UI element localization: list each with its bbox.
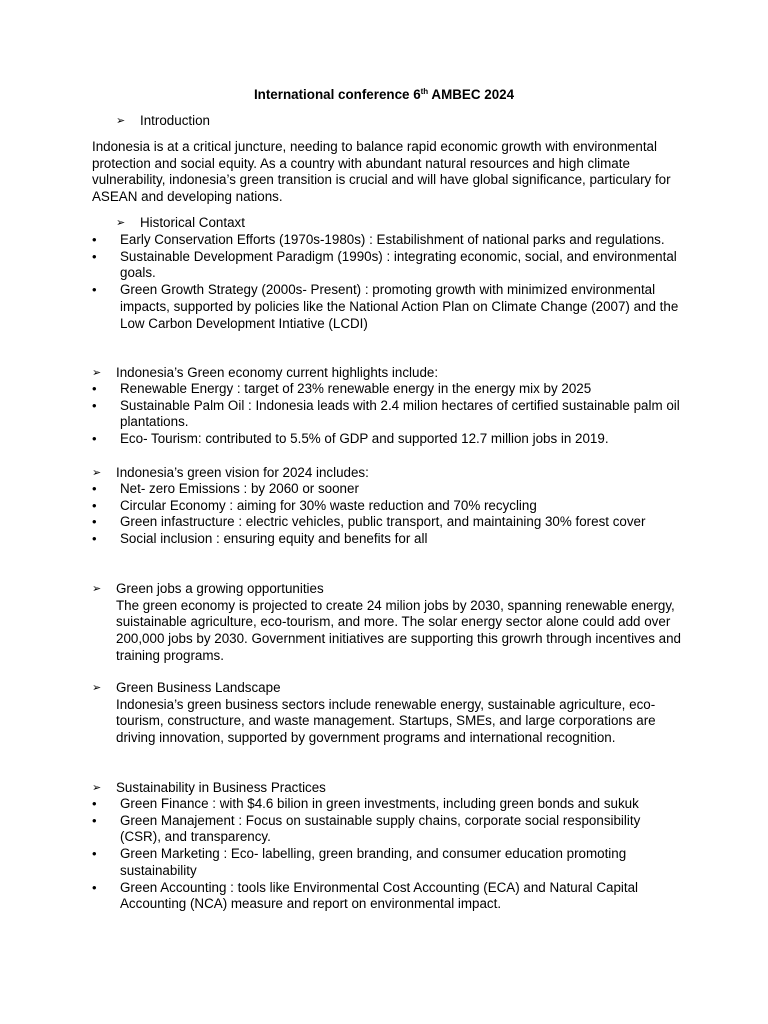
intro-heading-line — [116, 113, 706, 130]
list-item: • Green Accounting : tools like Environmental Cost Accounting (ECA) and Natural Capital Accounting (NCA) measure and report on environmental impact. — [92, 879, 639, 912]
list-item: • Eco- Tourism: contributed to 5.5% of GDP and supported 12.7 million jobs in 2019. — [92, 431, 609, 447]
practices-list — [92, 796, 682, 913]
list-item: • Social inclusion : ensuring equity and benefits for all — [92, 531, 428, 547]
bullet-icon: • — [92, 232, 97, 247]
jobs-section — [92, 581, 682, 665]
arrow-bullet-icon: ➢ — [92, 782, 102, 794]
list-item: • Net- zero Emissions : by 2060 or sooner — [92, 481, 359, 496]
intro-paragraph: Indonesia is at a critical juncture, needing to balance rapid economic growth with environmental protection and social equity. As a country with abundant natural resources and high climate vulnerability, indonesia’s green transition is crucial and will have global significance, particulary for ASEAN and developing nations. — [92, 139, 671, 205]
arrow-bullet-icon: ➢ — [92, 467, 102, 479]
practices-heading: Sustainability in Business Practices — [116, 780, 326, 795]
title-tail: AMBEC 2024 — [428, 87, 515, 102]
vision-list — [92, 481, 682, 548]
bullet-icon: • — [92, 481, 97, 496]
arrow-bullet-icon: ➢ — [92, 682, 102, 694]
bullet-icon: • — [92, 381, 97, 396]
title-main: International conference 6 — [253, 87, 421, 102]
jobs-paragraph: The green economy is projected to create 24 milion jobs by 2030, spanning renewable energy, suistainable agriculture, eco-tourism, and more. The solar energy sector alone could add over 200,000 jobs by 2030. Government initiatives are supporting this growrh through incentives and training programs. — [116, 597, 681, 663]
arrow-bullet-icon: ➢ — [92, 367, 102, 379]
list-item: • Green Marketing : Eco- labelling, green branding, and consumer education promoting sustainability — [92, 846, 627, 878]
bullet-icon: • — [92, 879, 97, 895]
vision-heading-line — [92, 465, 682, 482]
intro-heading: Introduction — [140, 113, 210, 128]
list-item: • Sustainable Development Paradigm (1990s) : integrating economic, social, and environmental goals. — [92, 248, 677, 281]
business-paragraph: Indonesia’s green business sectors include renewable energy, sustainable agriculture, eco-tourism, constructure, and waste management. Startups, SMEs, and large corporations are driving innovation, supported by government programs and international recognition. — [116, 696, 656, 746]
history-heading: Historical Contaxt — [140, 215, 245, 230]
list-item: • Green infastructure : electric vehicles, public transport, and maintaining 30% forest cover — [92, 514, 646, 530]
bullet-icon: • — [92, 282, 97, 298]
document-title — [0, 87, 768, 104]
highlights-list — [92, 381, 682, 448]
bullet-icon: • — [92, 846, 97, 862]
business-section — [92, 680, 682, 747]
arrow-bullet-icon: ➢ — [116, 115, 126, 127]
list-item: • Green Manajement : Focus on sustainable supply chains, corporate social responsibility (CSR), and transparency. — [92, 812, 641, 845]
highlights-heading: Indonesia’s Green economy current highlights include: — [116, 365, 439, 380]
bullet-icon: • — [92, 397, 97, 413]
list-item: • Sustainable Palm Oil : Indonesia leads with 2.4 milion hectares of certified sustainable palm oil plantations. — [92, 397, 680, 430]
arrow-bullet-icon: ➢ — [92, 583, 102, 595]
bullet-icon: • — [92, 531, 97, 547]
list-item: • Renewable Energy : target of 23% renewable energy in the energy mix by 2025 — [92, 381, 592, 396]
business-heading: Green Business Landscape — [116, 680, 281, 695]
jobs-heading: Green jobs a growing opportunities — [116, 581, 324, 596]
bullet-icon: • — [92, 248, 97, 264]
practices-heading-line — [92, 780, 682, 797]
list-item: • Early Conservation Efforts (1970s-1980s) : Estabilishment of national parks and regulations. — [92, 232, 665, 247]
bullet-icon: • — [92, 812, 97, 828]
highlights-heading-line — [92, 365, 682, 382]
bullet-icon: • — [92, 431, 97, 447]
bullet-icon: • — [92, 514, 97, 530]
bullet-icon: • — [92, 796, 97, 811]
list-item: • Green Finance : with $4.6 bilion in green investments, including green bonds and sukuk — [92, 796, 639, 811]
history-list — [92, 232, 682, 332]
arrow-bullet-icon: ➢ — [116, 217, 126, 229]
title-superscript: th — [420, 87, 429, 96]
list-item: • Green Growth Strategy (2000s- Present) : promoting growth with minimized environmental impacts, supported by policies like the National Action Plan on Climate Change (2007) and the Low Carbon Development Intiative (LCDI) — [92, 282, 679, 331]
bullet-icon: • — [92, 497, 97, 513]
history-heading-line — [116, 215, 706, 232]
list-item: • Circular Economy : aiming for 30% waste reduction and 70% recycling — [92, 497, 537, 513]
vision-heading: Indonesia’s green vision for 2024 includes: — [116, 465, 369, 480]
